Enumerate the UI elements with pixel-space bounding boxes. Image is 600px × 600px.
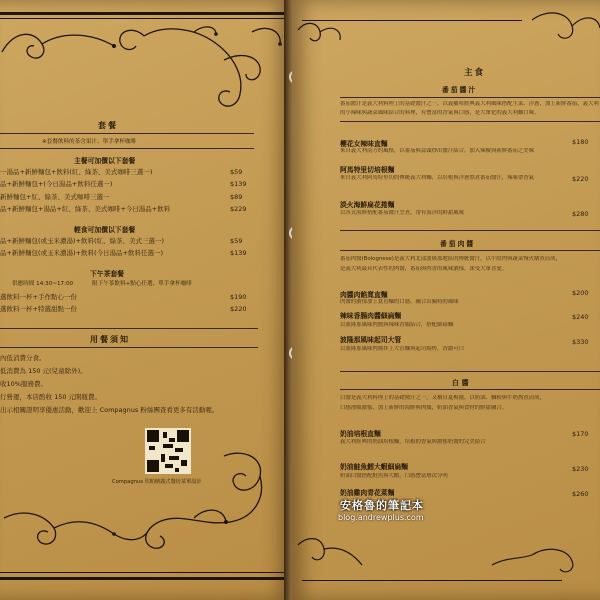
- set-price: $139: [230, 249, 247, 257]
- divider: [0, 148, 254, 149]
- dining-notice-title: 用餐須知: [90, 335, 130, 344]
- light-addon-header: 輕食可加價以下套餐: [74, 226, 136, 234]
- watermark-title: 安格魯的筆記本: [340, 499, 424, 512]
- divider: [0, 328, 258, 329]
- set-price: $89: [230, 193, 243, 201]
- dish-desc: 以波隆那風味肉醬與辣味香腸結合，搭配細扁麵: [340, 322, 454, 328]
- set-line: 品+新鮮麵包(或玉米濃湯)+飲料(紅、綠茶、美式三選一): [0, 237, 165, 245]
- notice-line: 收10%服務費。: [0, 380, 47, 388]
- section-title: 番茄肉醬: [440, 240, 476, 248]
- dish-desc: 以波隆那風味肉醬拌上大管麵與起司焗烤，香濃可口: [340, 346, 464, 352]
- divider: [0, 347, 258, 348]
- menu-footer: Compagnus 坎帕納義式餐坊菜單設計: [112, 479, 202, 485]
- right-menu-page: [292, 0, 600, 600]
- section-intro: 番茄肉醬(Bolognese)是義大利北部波隆那地區的傳統醬汁，以牛絞肉與蔬菜慢火燉煮而成，: [340, 256, 561, 262]
- main-addon-header: 主餐可加價以下套餐: [74, 157, 136, 165]
- set-price: $220: [230, 305, 247, 313]
- divider: [340, 230, 600, 231]
- dish-price: $180: [572, 138, 589, 146]
- dish-price: $280: [572, 210, 589, 218]
- set-line: 品+新鮮麵包(或玉米濃湯)+飲料(今日湯品+飲料任選一): [0, 249, 163, 257]
- section-intro: 白醬是義大利料理上的基礎醬汁之一，又稱貝夏梅醬，以奶油、麵粉與牛奶熬煮而成，: [340, 395, 545, 401]
- bottom-border-rule: [0, 572, 290, 573]
- divider: [340, 250, 600, 251]
- bottom-corner-flourish: [292, 525, 600, 595]
- dish-name: 奶油培根直麵: [340, 430, 381, 438]
- right-top-rule: [302, 20, 522, 21]
- set-line: 一湯品+新鮮麵包+飲料(紅、綠茶、美式咖啡三選一): [0, 168, 153, 176]
- tea-note: 限下午茶飲料+點心任選、單手拿杯咖啡: [92, 281, 192, 287]
- dish-desc: 來自義大利南方的風格，以番茄與蒜頭炒出醬汁結合，加入辣椒與新鮮番茄之美味: [340, 148, 535, 154]
- bottom-border-rule: [0, 577, 290, 580]
- set-meal-note: ※套餐飲料的茶含果汁、單手拿杯咖啡: [42, 139, 137, 145]
- divider: [340, 97, 600, 98]
- divider: [0, 133, 254, 134]
- set-meal-title: 套餐: [98, 121, 118, 130]
- dish-name: 奶油雞肉青花菜麵: [340, 489, 395, 497]
- dish-desc: 奶油白醬搭配鮭魚與大蝦，口感豐富層次分明: [340, 473, 448, 479]
- section-title: 番茄醬汁: [442, 86, 478, 94]
- top-border-rule: [0, 18, 290, 19]
- top-flourish-ornament: [0, 20, 290, 120]
- tea-time: 供應時間 14:30~17:00: [12, 281, 74, 287]
- watermark-url: blog.andrewplus.com: [338, 513, 424, 522]
- set-price: $59: [230, 237, 243, 245]
- main-course-heading: 主食: [464, 68, 486, 78]
- section-intro: 口感滑順濃郁，加上新鮮的海鮮與肉類，奶油香氣與食材的鮮甜融合。: [340, 405, 508, 411]
- dish-name: 奶油鮭魚鱈大蝦細扁麵: [340, 463, 408, 471]
- notice-line: 低消費為 150 元(兒童除外)。: [0, 367, 87, 375]
- set-price: $59: [230, 168, 243, 176]
- set-price: $190: [230, 293, 247, 301]
- notice-line: 內低消費分食。: [0, 354, 46, 362]
- right-bottom-rule: [302, 580, 562, 581]
- section-intro: 番茄醬汁是義大利料理上的基礎醬汁之一，以義羅哈經典義大利風味搭配生菜、洋蔥，加上新鮮番茄，義大利: [340, 101, 599, 107]
- dish-desc: 以各式海鮮搭配番茄醬汁烹煮，帶有海洋的鮮甜風味: [340, 210, 464, 216]
- dish-name: 阿馬特里切培根麵: [340, 166, 395, 174]
- set-line: 新鮮麵包+紅、綠茶、美式咖啡三選一: [0, 193, 110, 201]
- set-line: 選飲料一杯+特選甜點一份: [0, 305, 77, 313]
- left-menu-page: [0, 0, 290, 600]
- set-line: 品+新鮮麵包+(今日湯品+飲料任選一): [0, 180, 113, 188]
- notice-line: 行營運，本店酌收 150 元開瓶費。: [0, 393, 102, 401]
- divider: [340, 371, 600, 372]
- dish-name: 辣味香腸肉醬細扁麵: [340, 312, 402, 320]
- section-intro: 是義大利最具代表性的肉醬，番茄與肉香的風味濃郁，深受大眾喜愛。: [340, 266, 508, 272]
- dish-name: 波隆那風味起司大管: [340, 336, 402, 344]
- dish-name: 肉醬肉餡寬直麵: [340, 291, 388, 299]
- divider: [340, 121, 600, 122]
- dish-price: $170: [572, 430, 589, 438]
- dish-price: $200: [572, 289, 589, 297]
- top-border-rule: [0, 12, 290, 15]
- set-price: $139: [230, 180, 247, 188]
- notice-line: 出示相關證明享優惠活動，歡迎上 Compagnus 粉絲團查看更多有活動喔。: [0, 406, 219, 414]
- dish-price: $260: [572, 490, 589, 498]
- dish-desc: 肉醬的濃郁加上寬直麵的口感，融合出獨特的風味: [340, 299, 459, 305]
- afternoon-tea-header: 下午茶套餐: [90, 270, 124, 278]
- dish-name: 櫻花女辣味直麵: [340, 140, 388, 148]
- dish-price: $330: [572, 338, 589, 346]
- divider: [340, 389, 600, 390]
- dish-desc: 義大利經典的奶油培根麵，培根的香氣與濃郁奶醬的完美結合: [340, 439, 486, 445]
- set-price: $229: [230, 205, 247, 213]
- section-title: 白醬: [452, 379, 472, 387]
- bottom-flourish-ornament: [0, 448, 290, 568]
- dish-price: $240: [572, 313, 589, 321]
- set-line: 品+新鮮麵包+湯品+紅、綠茶、美式咖啡+今日湯品+飲料: [0, 205, 171, 213]
- dish-desc: 來自義大利阿馬特里切的傳統義大利麵，以培根與洋蔥熬煮番茄醬汁，辣味帶香氣: [340, 175, 535, 181]
- dish-price: $220: [572, 175, 589, 183]
- dish-name: 淡火海鮮扁花捲麵: [340, 201, 395, 209]
- section-intro: 的小辣味與蔬菜風味結合的料理，有豐富的香氣與口感，是大眾化的義大利麵口味。: [340, 110, 540, 116]
- set-line: 選飲料一杯+手作點心一份: [0, 293, 77, 301]
- top-corner-flourish: [292, 0, 600, 60]
- dish-price: $230: [572, 465, 589, 473]
